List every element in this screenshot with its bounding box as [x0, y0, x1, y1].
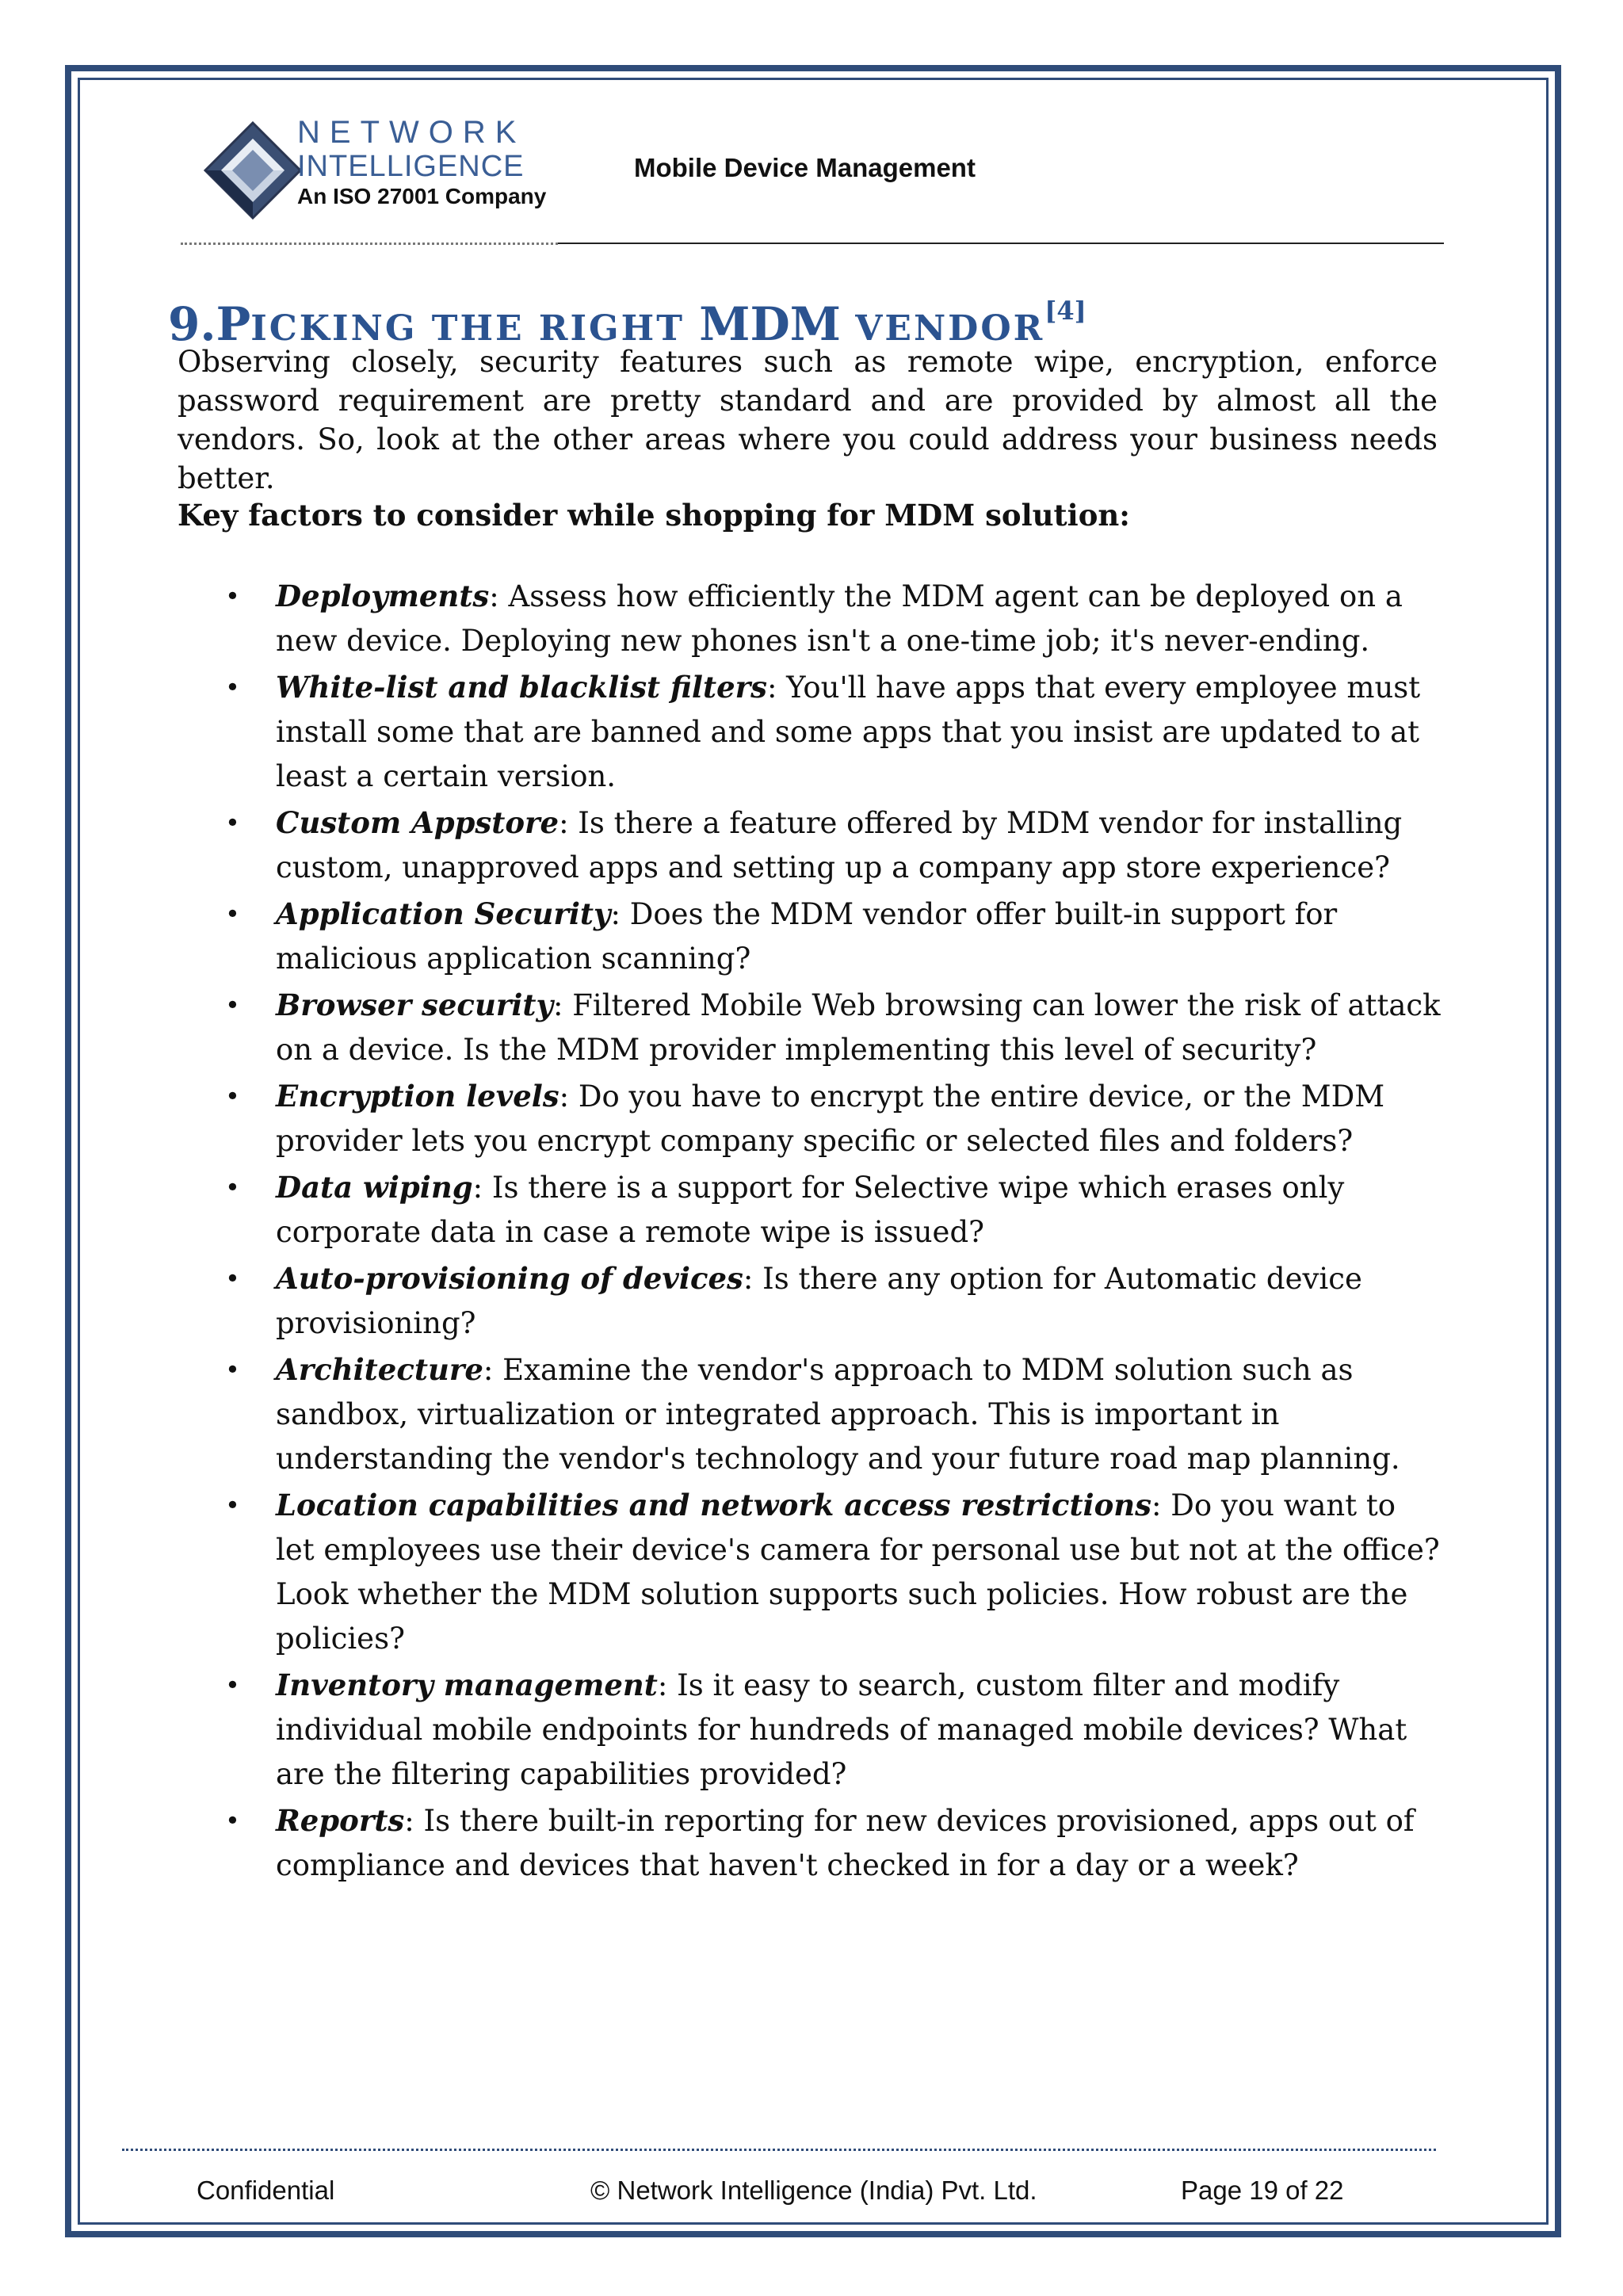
list-item — [225, 1347, 1441, 1481]
key-factors-heading: Key factors to consider while shopping for MDM solution: — [178, 498, 1130, 533]
factor-description: : Filtered Mobile Web browsing can lower the risk of attack on a device. Is the MDM provider implementing this level of security? — [276, 988, 1441, 1067]
list-item — [225, 1256, 1441, 1346]
factor-term: Data wiping — [276, 1170, 473, 1205]
bullet-icon: • — [225, 672, 240, 702]
factor-description: : Is it easy to search, custom filter and modify individual mobile endpoints for hundreds of managed mobile devices? What are the filtering capabilities provided? — [276, 1668, 1407, 1791]
factor-description: : Does the MDM vendor offer built-in support for malicious application scanning? — [276, 897, 1338, 976]
list-item — [225, 892, 1441, 981]
logo-network-text: NETWORK — [297, 115, 526, 150]
factor-description: : Is there built-in reporting for new devices provisioned, apps out of compliance and devices that haven't checked in for a day or a week? — [276, 1804, 1415, 1882]
bullet-icon: • — [225, 1172, 240, 1202]
list-item — [225, 1165, 1441, 1255]
reference-marker: [4] — [1044, 296, 1086, 326]
factor-term: Encryption levels — [276, 1079, 559, 1114]
factor-term: White-list and blacklist filters — [276, 670, 767, 705]
company-logo — [202, 115, 559, 226]
factor-term: Deployments — [276, 579, 490, 613]
logo-iso-text: An ISO 27001 Company — [297, 184, 547, 208]
heading-text-part2: VENDOR — [840, 308, 1045, 349]
factor-description: : Examine the vendor's approach to MDM solution such as sandbox, virtualization or integrated approach. This is important in understanding the vendor's technology and your future road map planning. — [276, 1353, 1400, 1476]
footer-divider — [122, 2149, 1436, 2151]
list-item — [225, 665, 1441, 799]
header-divider — [558, 243, 1444, 244]
list-item — [225, 574, 1441, 663]
list-item — [225, 1798, 1441, 1888]
bullet-icon: • — [225, 1081, 240, 1111]
logo-text — [297, 115, 546, 210]
factor-description: : Do you want to let employees use their device's camera for personal use but not at the office? Look whether the MDM solution supports such policies. How robust are the policies? — [276, 1488, 1440, 1656]
factor-term: Reports — [276, 1803, 405, 1838]
intro-paragraph: Observing closely, security features such as remote wipe, encryption, enforce password requirement are pretty standard and are provided by almost all the vendors. So, look at the other areas where you could address your business needs better. — [178, 345, 1438, 495]
factor-term: Inventory management — [276, 1668, 658, 1702]
heading-initial: P — [216, 297, 251, 351]
list-item — [225, 800, 1441, 890]
footer-copyright: © Network Intelligence (India) Pvt. Ltd. — [590, 2176, 1037, 2205]
bullet-icon: • — [225, 1490, 240, 1520]
factor-description: : Is there any option for Automatic device provisioning? — [276, 1262, 1362, 1340]
bullet-icon: • — [225, 1354, 240, 1385]
key-factors-list — [225, 574, 1441, 1889]
factor-term: Application Security — [276, 896, 611, 931]
list-item — [225, 1663, 1441, 1797]
bullet-icon: • — [225, 1670, 240, 1700]
header-divider-dotted — [181, 243, 558, 245]
bullet-icon: • — [225, 990, 240, 1020]
section-number: 9. — [168, 297, 216, 351]
factor-term: Architecture — [276, 1352, 483, 1387]
footer-confidential: Confidential — [197, 2176, 335, 2205]
logo-intelligence-text: INTELLIGENCE — [297, 150, 525, 183]
heading-text-part1: ICKING THE RIGHT — [250, 308, 700, 349]
factor-term: Browser security — [276, 988, 553, 1022]
factor-term: Custom Appstore — [276, 805, 559, 840]
bullet-icon: • — [225, 1263, 240, 1293]
page-number: Page 19 of 22 — [1181, 2176, 1344, 2205]
list-item — [225, 1074, 1441, 1163]
diamond-logo-icon — [202, 120, 304, 221]
bullet-icon: • — [225, 1805, 240, 1836]
factor-term: Location capabilities and network access restrictions — [276, 1488, 1151, 1522]
list-item — [225, 983, 1441, 1072]
factor-description: : Assess how efficiently the MDM agent can be deployed on a new device. Deploying new phones isn't a one-time job; it's never-ending. — [276, 579, 1403, 658]
list-item — [225, 1483, 1441, 1661]
factor-term: Auto-provisioning of devices — [276, 1261, 743, 1296]
factor-description: : Do you have to encrypt the entire device, or the MDM provider lets you encrypt company specific or selected files and folders? — [276, 1079, 1385, 1158]
factor-description: : Is there is a support for Selective wipe which erases only corporate data in case a remote wipe is issued? — [276, 1171, 1345, 1249]
factor-description: : You'll have apps that every employee must install some that are banned and some apps that you insist are updated to at least a certain version. — [276, 670, 1421, 793]
bullet-icon: • — [225, 808, 240, 838]
bullet-icon: • — [225, 899, 240, 929]
document-title: Mobile Device Management — [634, 153, 976, 182]
bullet-icon: • — [225, 581, 240, 611]
heading-mdm: MDM — [699, 297, 841, 351]
factor-description: : Is there a feature offered by MDM vendor for installing custom, unapproved apps and setting up a company app store experience? — [276, 806, 1403, 884]
